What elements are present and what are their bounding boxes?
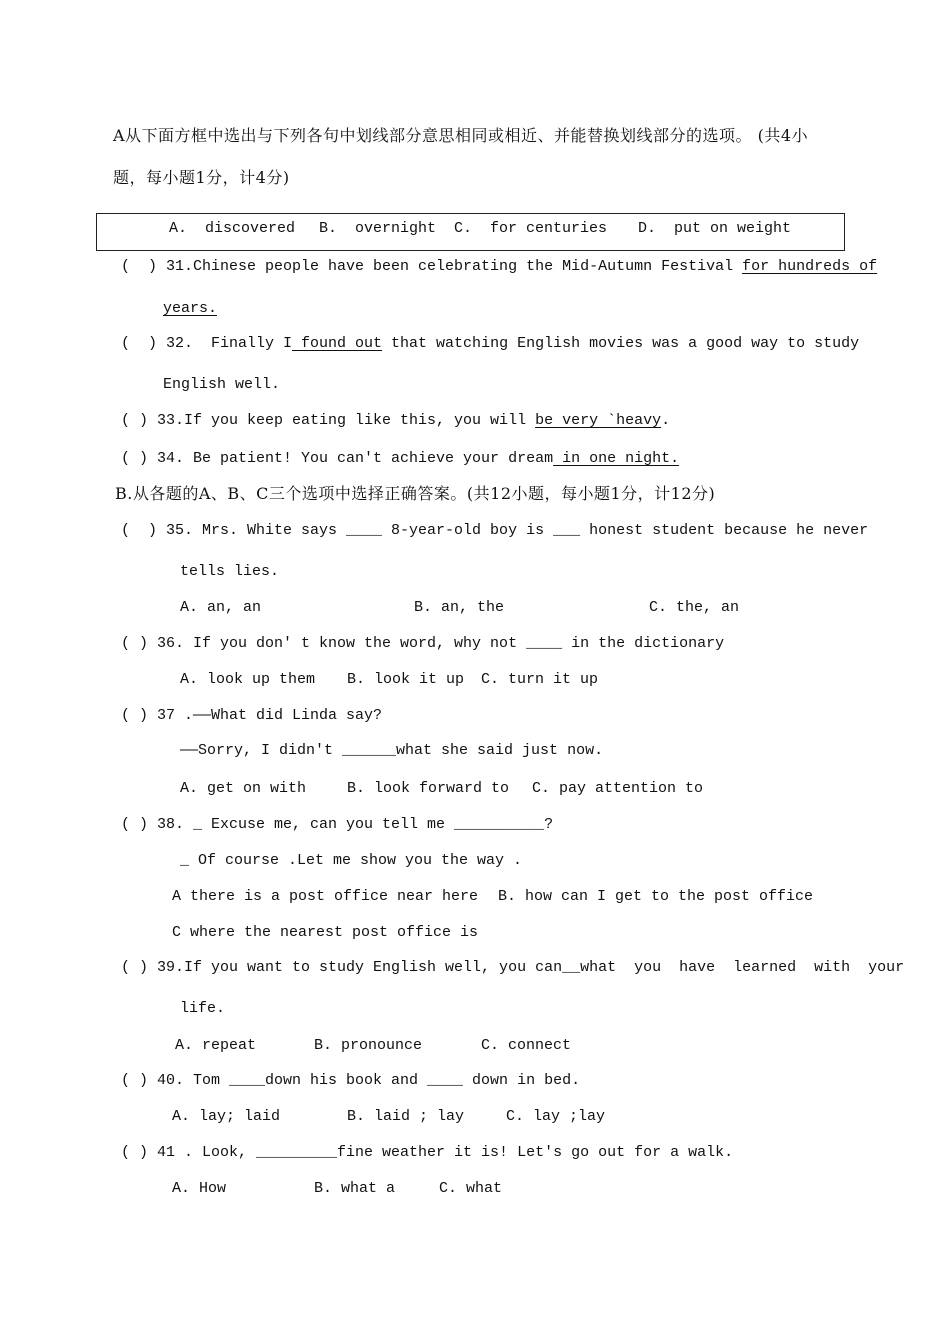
section-a-instruction-line2: 题，每小题1分，计4分) (113, 168, 290, 187)
q32-text-after: that watching English movies was a good way to study (382, 335, 860, 352)
q31-text: ( ) 31.Chinese people have been celebrating the Mid-Autumn Festival (121, 258, 743, 275)
q32-continuation: English well. (163, 376, 281, 393)
q40-option-b: B. laid ; lay (347, 1108, 465, 1125)
section-a-instruction-line1: A从下面方框中选出与下列各句中划线部分意思相同或相近、并能替换划线部分的选项。 (共4小 (113, 126, 809, 145)
q37-option-c: C. pay attention to (532, 780, 704, 797)
q40-option-c: C. lay ;lay (506, 1108, 606, 1125)
q41-option-b: B. what a (314, 1180, 396, 1197)
q38-option-c: C where the nearest post office is (172, 924, 479, 941)
question-37: ( ) 37 .——What did Linda say? (121, 707, 383, 724)
q34-underlined: in one night. (553, 450, 680, 467)
q39-option-c: C. connect (481, 1037, 572, 1054)
question-31 (121, 257, 878, 277)
question-33 (121, 411, 670, 431)
question-34 (121, 449, 679, 469)
q32-text: ( ) 32. Finally I (121, 335, 293, 352)
q41-option-a: A. How (172, 1180, 227, 1197)
q36-option-b: B. look it up (347, 671, 465, 688)
question-40: ( ) 40. Tom ____down his book and ____ down in bed. (121, 1072, 581, 1089)
q39-continuation: life. (180, 1000, 226, 1017)
q36-option-a: A. look up them (180, 671, 316, 688)
section-b-instruction: B.从各题的A、B、C三个选项中选择正确答案。(共12小题，每小题1分，计12分) (115, 484, 716, 503)
q35-option-a: A. an, an (180, 599, 262, 616)
q31-continuation: years. (163, 300, 218, 317)
q38-option-a: A there is a post office near here (172, 888, 479, 905)
q35-option-c: C. the, an (649, 599, 740, 616)
box-option-a: A. discovered (169, 220, 296, 237)
q33-text-after: . (661, 412, 671, 429)
q35-option-b: B. an, the (414, 599, 505, 616)
q38-option-b: B. how can I get to the post office (498, 888, 814, 905)
box-option-c: C. for centuries (454, 220, 608, 237)
q39-option-b: B. pronounce (314, 1037, 423, 1054)
q34-text: ( ) 34. Be patient! You can't achieve your dream (121, 450, 554, 467)
q37-option-a: A. get on with (180, 780, 307, 797)
q31-underlined: for hundreds of (742, 258, 878, 275)
box-option-d: D. put on weight (638, 220, 792, 237)
q33-underlined: be very `heavy (535, 412, 662, 429)
q37-line2: ——Sorry, I didn't ______what she said just now. (180, 742, 604, 759)
q40-option-a: A. lay; laid (172, 1108, 281, 1125)
question-41: ( ) 41 . Look, _________fine weather it is! Let's go out for a walk. (121, 1144, 734, 1161)
q38-line2: _ Of course .Let me show you the way . (180, 852, 523, 869)
box-option-b: B. overnight (319, 220, 437, 237)
question-32 (121, 334, 859, 354)
question-38: ( ) 38. _ Excuse me, can you tell me __________? (121, 816, 554, 833)
q36-option-c: C. turn it up (481, 671, 599, 688)
question-36: ( ) 36. If you don' t know the word, why not ____ in the dictionary (121, 635, 725, 652)
q35-continuation: tells lies. (180, 563, 280, 580)
question-35: ( ) 35. Mrs. White says ____ 8-year-old boy is ___ honest student because he never (121, 522, 869, 539)
q32-underlined: found out (292, 335, 383, 352)
q37-option-b: B. look forward to (347, 780, 510, 797)
q39-option-a: A. repeat (175, 1037, 257, 1054)
q33-text: ( ) 33.If you keep eating like this, you will (121, 412, 536, 429)
question-39: ( ) 39.If you want to study English well, you can__what you have learned with your (121, 959, 905, 976)
q41-option-c: C. what (439, 1180, 503, 1197)
